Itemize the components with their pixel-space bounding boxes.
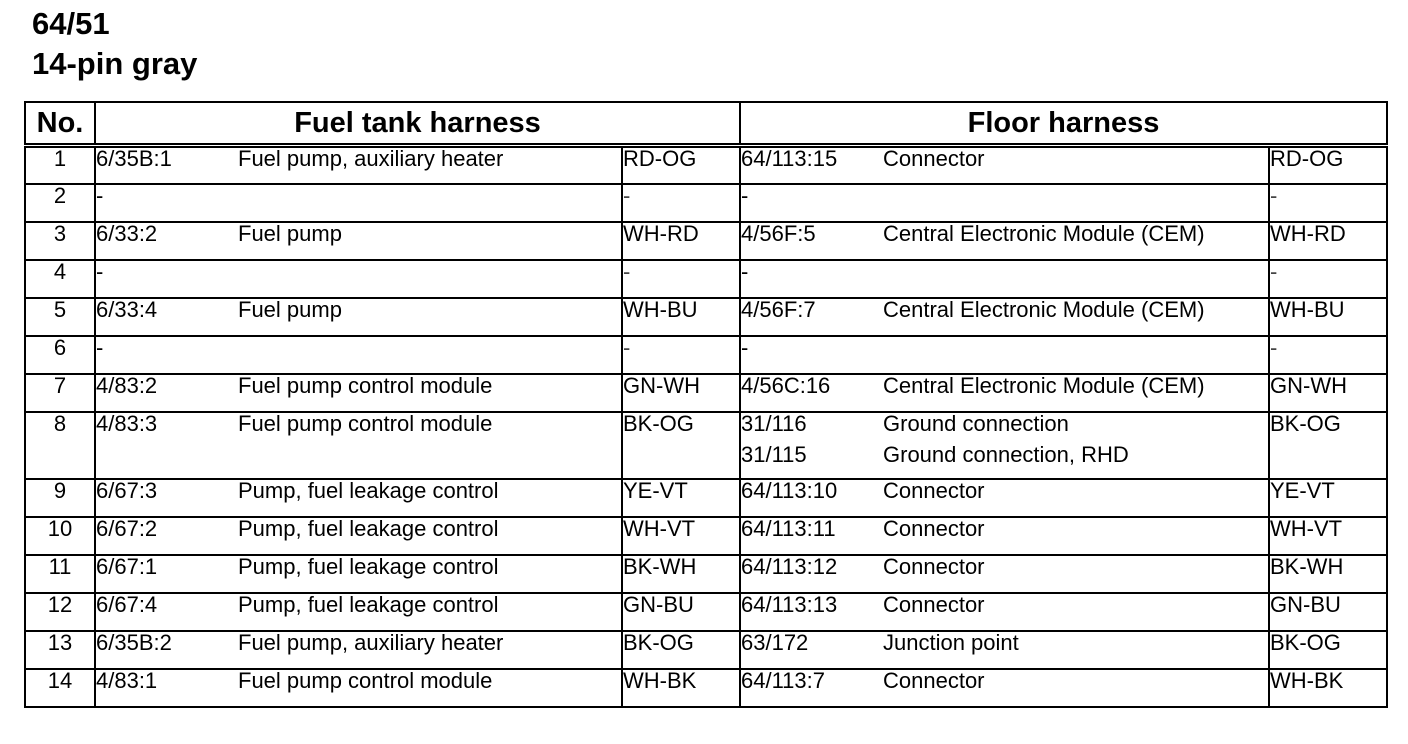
- floor-connection: [740, 298, 1269, 336]
- header-fuel-tank-harness: Fuel tank harness: [95, 102, 740, 146]
- fuel-tank-ref: 4/83:1: [96, 667, 158, 693]
- pin-number: 6: [25, 336, 95, 374]
- floor-connection: [740, 555, 1269, 593]
- pin-number: 7: [25, 374, 95, 412]
- fuel-tank-wire-color: GN-WH: [622, 374, 740, 412]
- fuel-tank-wire-color: WH-RD: [622, 222, 740, 260]
- fuel-tank-ref: 6/67:1: [96, 553, 158, 579]
- table-row: [25, 336, 1387, 374]
- floor-ref: 64/113:11: [741, 515, 836, 541]
- fuel-tank-ref: 4/83:2: [96, 372, 158, 398]
- fuel-tank-connection: [95, 593, 622, 631]
- table-row: [25, 479, 1387, 517]
- fuel-tank-desc: [238, 185, 621, 207]
- fuel-tank-ref: 4/83:3: [96, 410, 158, 436]
- fuel-tank-connection: [95, 412, 622, 479]
- floor-connection: [740, 479, 1269, 517]
- table-row: [25, 669, 1387, 707]
- floor-desc: [883, 337, 1268, 359]
- fuel-tank-desc: [238, 337, 621, 359]
- pin-number: 10: [25, 517, 95, 555]
- floor-connection: [740, 517, 1269, 555]
- floor-ref: 4/56F:7: [741, 296, 816, 322]
- fuel-tank-connection: [95, 336, 622, 374]
- fuel-tank-wire-color: WH-VT: [622, 517, 740, 555]
- floor-ref-2: 31/115: [741, 441, 807, 467]
- floor-desc: Connector: [883, 591, 985, 617]
- floor-desc: Central Electronic Module (CEM): [883, 372, 1205, 398]
- fuel-tank-connection: [95, 298, 622, 336]
- floor-wire-color: GN-WH: [1269, 374, 1387, 412]
- fuel-tank-desc: Pump, fuel leakage control: [238, 591, 499, 617]
- floor-desc: Junction point: [883, 629, 1019, 655]
- table-row: [25, 298, 1387, 336]
- fuel-tank-ref: 6/33:4: [96, 296, 158, 322]
- floor-wire-color: BK-OG: [1269, 631, 1387, 669]
- fuel-tank-wire-color: -: [622, 260, 740, 298]
- fuel-tank-connection: [95, 479, 622, 517]
- connector-type: 14-pin gray: [32, 46, 198, 81]
- pin-number: 14: [25, 669, 95, 707]
- fuel-tank-connection: [95, 517, 622, 555]
- table-row: [25, 593, 1387, 631]
- floor-ref: 4/56C:16: [741, 372, 831, 398]
- floor-desc: Connector: [883, 146, 985, 171]
- fuel-tank-wire-color: YE-VT: [622, 479, 740, 517]
- floor-wire-color: WH-VT: [1269, 517, 1387, 555]
- floor-ref: 64/113:7: [741, 667, 826, 693]
- table-row: [25, 374, 1387, 412]
- floor-ref: 64/113:12: [741, 553, 838, 579]
- floor-desc: [883, 261, 1268, 283]
- floor-desc: Central Electronic Module (CEM): [883, 296, 1205, 322]
- floor-connection: [740, 222, 1269, 260]
- fuel-tank-ref: 6/33:2: [96, 220, 158, 246]
- fuel-tank-desc: Fuel pump: [238, 220, 342, 246]
- fuel-tank-wire-color: -: [622, 336, 740, 374]
- pin-number: 3: [25, 222, 95, 260]
- pin-table: [24, 101, 1388, 708]
- fuel-tank-ref: 6/35B:1: [96, 146, 172, 171]
- table-header-row: [25, 102, 1387, 146]
- fuel-tank-connection: [95, 555, 622, 593]
- floor-wire-color: GN-BU: [1269, 593, 1387, 631]
- floor-ref: -: [741, 182, 749, 208]
- fuel-tank-wire-color: GN-BU: [622, 593, 740, 631]
- fuel-tank-desc: Fuel pump, auxiliary heater: [238, 629, 504, 655]
- fuel-tank-ref: 6/67:4: [96, 591, 158, 617]
- floor-ref: -: [741, 258, 749, 284]
- floor-wire-color: RD-OG: [1269, 146, 1387, 184]
- floor-desc: Central Electronic Module (CEM): [883, 220, 1205, 246]
- header-floor-harness: Floor harness: [740, 102, 1387, 146]
- table-row: [25, 184, 1387, 222]
- floor-connection: [740, 669, 1269, 707]
- floor-connection: [740, 146, 1269, 184]
- floor-connection: [740, 260, 1269, 298]
- fuel-tank-connection: [95, 260, 622, 298]
- fuel-tank-desc: Fuel pump: [238, 296, 342, 322]
- table-row: [25, 631, 1387, 669]
- floor-connection: [740, 336, 1269, 374]
- fuel-tank-wire-color: -: [622, 184, 740, 222]
- floor-ref: -: [741, 334, 749, 360]
- pin-number: 2: [25, 184, 95, 222]
- floor-desc: Connector: [883, 553, 985, 579]
- floor-wire-color: WH-RD: [1269, 222, 1387, 260]
- pin-number: 8: [25, 412, 95, 479]
- floor-desc: Ground connection: [883, 410, 1069, 436]
- pin-number: 12: [25, 593, 95, 631]
- connector-id: 64/51: [32, 6, 110, 41]
- table-row: [25, 517, 1387, 555]
- floor-wire-color: -: [1269, 184, 1387, 222]
- pin-number: 4: [25, 260, 95, 298]
- floor-desc: Connector: [883, 667, 985, 693]
- floor-wire-color: BK-WH: [1269, 555, 1387, 593]
- fuel-tank-wire-color: BK-OG: [622, 631, 740, 669]
- floor-desc-2: Ground connection, RHD: [883, 441, 1129, 467]
- fuel-tank-connection: [95, 184, 622, 222]
- table-row: [25, 222, 1387, 260]
- pin-table-body: [25, 146, 1387, 707]
- fuel-tank-desc: Pump, fuel leakage control: [238, 553, 499, 579]
- table-row: [25, 260, 1387, 298]
- floor-connection: [740, 412, 1269, 479]
- floor-wire-color: -: [1269, 260, 1387, 298]
- floor-connection: [740, 631, 1269, 669]
- fuel-tank-desc: Fuel pump control module: [238, 410, 493, 436]
- pin-number: 13: [25, 631, 95, 669]
- fuel-tank-connection: [95, 374, 622, 412]
- floor-ref: 4/56F:5: [741, 220, 816, 246]
- fuel-tank-ref: 6/67:2: [96, 515, 158, 541]
- floor-ref: 64/113:15: [741, 146, 838, 171]
- fuel-tank-ref: -: [96, 258, 104, 284]
- table-row: [25, 555, 1387, 593]
- pin-number: 9: [25, 479, 95, 517]
- fuel-tank-desc: Fuel pump control module: [238, 372, 493, 398]
- floor-connection: [740, 184, 1269, 222]
- floor-connection: [740, 374, 1269, 412]
- fuel-tank-wire-color: WH-BU: [622, 298, 740, 336]
- table-row: [25, 412, 1387, 479]
- floor-desc: [883, 185, 1268, 207]
- fuel-tank-connection: [95, 222, 622, 260]
- fuel-tank-connection: [95, 146, 622, 184]
- fuel-tank-ref: -: [96, 334, 104, 360]
- fuel-tank-desc: Pump, fuel leakage control: [238, 477, 499, 503]
- floor-wire-color: -: [1269, 336, 1387, 374]
- floor-ref: 31/116: [741, 410, 807, 436]
- fuel-tank-connection: [95, 669, 622, 707]
- floor-wire-color: WH-BK: [1269, 669, 1387, 707]
- fuel-tank-wire-color: BK-WH: [622, 555, 740, 593]
- fuel-tank-desc: Pump, fuel leakage control: [238, 515, 499, 541]
- floor-wire-color: YE-VT: [1269, 479, 1387, 517]
- fuel-tank-wire-color: RD-OG: [622, 146, 740, 184]
- pin-number: 1: [25, 146, 95, 184]
- floor-wire-color: BK-OG: [1269, 412, 1387, 479]
- fuel-tank-wire-color: BK-OG: [622, 412, 740, 479]
- header-no: No.: [25, 102, 95, 146]
- fuel-tank-desc: [238, 261, 621, 283]
- pin-number: 5: [25, 298, 95, 336]
- floor-connection: [740, 593, 1269, 631]
- fuel-tank-desc: Fuel pump, auxiliary heater: [238, 146, 504, 171]
- fuel-tank-wire-color: WH-BK: [622, 669, 740, 707]
- fuel-tank-ref: -: [96, 182, 104, 208]
- floor-ref: 64/113:10: [741, 477, 838, 503]
- floor-ref: 63/172: [741, 629, 809, 655]
- fuel-tank-connection: [95, 631, 622, 669]
- table-row: [25, 146, 1387, 184]
- fuel-tank-ref: 6/67:3: [96, 477, 158, 503]
- floor-desc: Connector: [883, 477, 985, 503]
- fuel-tank-desc: Fuel pump control module: [238, 667, 493, 693]
- floor-wire-color: WH-BU: [1269, 298, 1387, 336]
- pin-number: 11: [25, 555, 95, 593]
- floor-desc: Connector: [883, 515, 985, 541]
- fuel-tank-ref: 6/35B:2: [96, 629, 172, 655]
- floor-ref: 64/113:13: [741, 591, 838, 617]
